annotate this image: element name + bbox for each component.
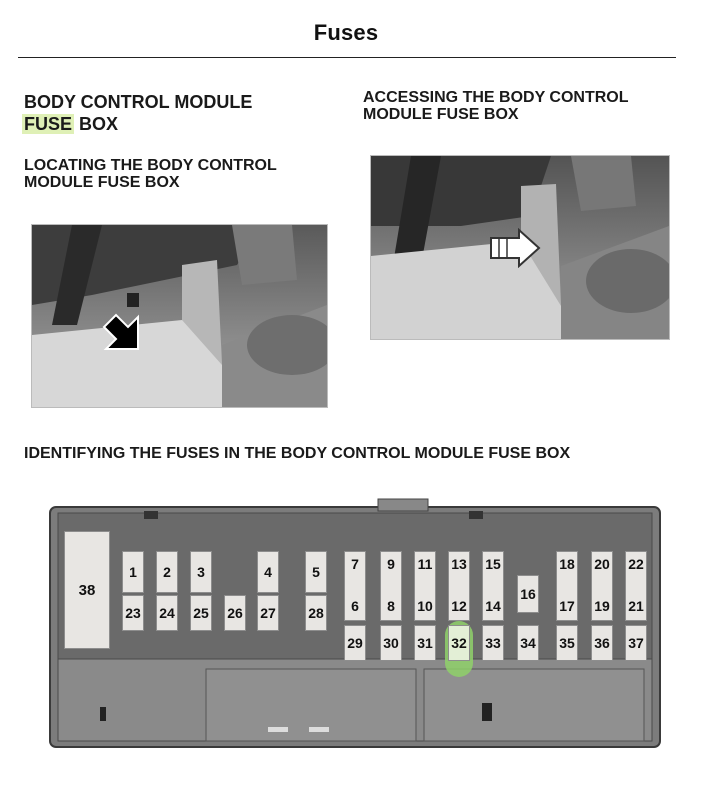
fuse-19: 19	[594, 598, 610, 614]
identifying-heading: IDENTIFYING THE FUSES IN THE BODY CONTROL MODULE FUSE BOX	[24, 445, 571, 462]
fuse-box-diagram	[44, 497, 664, 759]
fuse-29: 29	[344, 625, 366, 661]
fuse-25: 25	[190, 595, 212, 631]
fuse-35: 35	[556, 625, 578, 661]
fuse-7: 7 6	[344, 551, 366, 621]
section-heading-rest: BOX	[74, 114, 119, 134]
white-arrow-icon	[489, 228, 541, 268]
fuse-1: 1	[122, 551, 144, 593]
section-heading	[24, 91, 324, 135]
fuse-12: 12	[451, 598, 467, 614]
fuse-16: 16	[517, 575, 539, 613]
fuse-11: 11 10	[414, 551, 436, 621]
accessing-heading: ACCESSING THE BODY CONTROL MODULE FUSE BOX	[363, 89, 629, 123]
fuse-2: 2	[156, 551, 178, 593]
fuse-15: 15 14	[482, 551, 504, 621]
accessing-illustration	[370, 155, 670, 340]
fuse-8: 8	[387, 598, 395, 614]
fuse-5: 5	[305, 551, 327, 593]
fuse-37: 37	[625, 625, 647, 661]
section-heading-highlight: FUSE	[24, 114, 73, 134]
fuse-21: 21	[628, 598, 644, 614]
fuse-30: 30	[380, 625, 402, 661]
fuse-10: 10	[417, 598, 433, 614]
page-title: Fuses	[313, 20, 379, 45]
fuse-17: 17	[559, 598, 575, 614]
fuse-32: 32	[448, 625, 470, 661]
fuse-23: 23	[122, 595, 144, 631]
fuse-18: 18 17	[556, 551, 578, 621]
title-divider	[18, 57, 676, 58]
fuse-3: 3	[190, 551, 212, 593]
fuse-28: 28	[305, 595, 327, 631]
black-arrow-icon	[102, 313, 150, 361]
fuse-31: 31	[414, 625, 436, 661]
fuse-38: 38	[64, 531, 110, 649]
fuse-6: 6	[351, 598, 359, 614]
fuse-20: 20 19	[591, 551, 613, 621]
fuse-22: 22 21	[625, 551, 647, 621]
locating-heading: LOCATING THE BODY CONTROL MODULE FUSE BOX	[24, 157, 277, 191]
fuse-27: 27	[257, 595, 279, 631]
fuse-34: 34	[517, 625, 539, 661]
fuse-14: 14	[485, 598, 501, 614]
fuse-36: 36	[591, 625, 613, 661]
fuse-26: 26	[224, 595, 246, 631]
fuse-4: 4	[257, 551, 279, 593]
fuse-13: 13 12	[448, 551, 470, 621]
fuse-33: 33	[482, 625, 504, 661]
fuse-9: 9 8	[380, 551, 402, 621]
fuse-24: 24	[156, 595, 178, 631]
section-heading-line1: BODY CONTROL MODULE	[24, 92, 253, 112]
locating-illustration	[31, 224, 328, 408]
